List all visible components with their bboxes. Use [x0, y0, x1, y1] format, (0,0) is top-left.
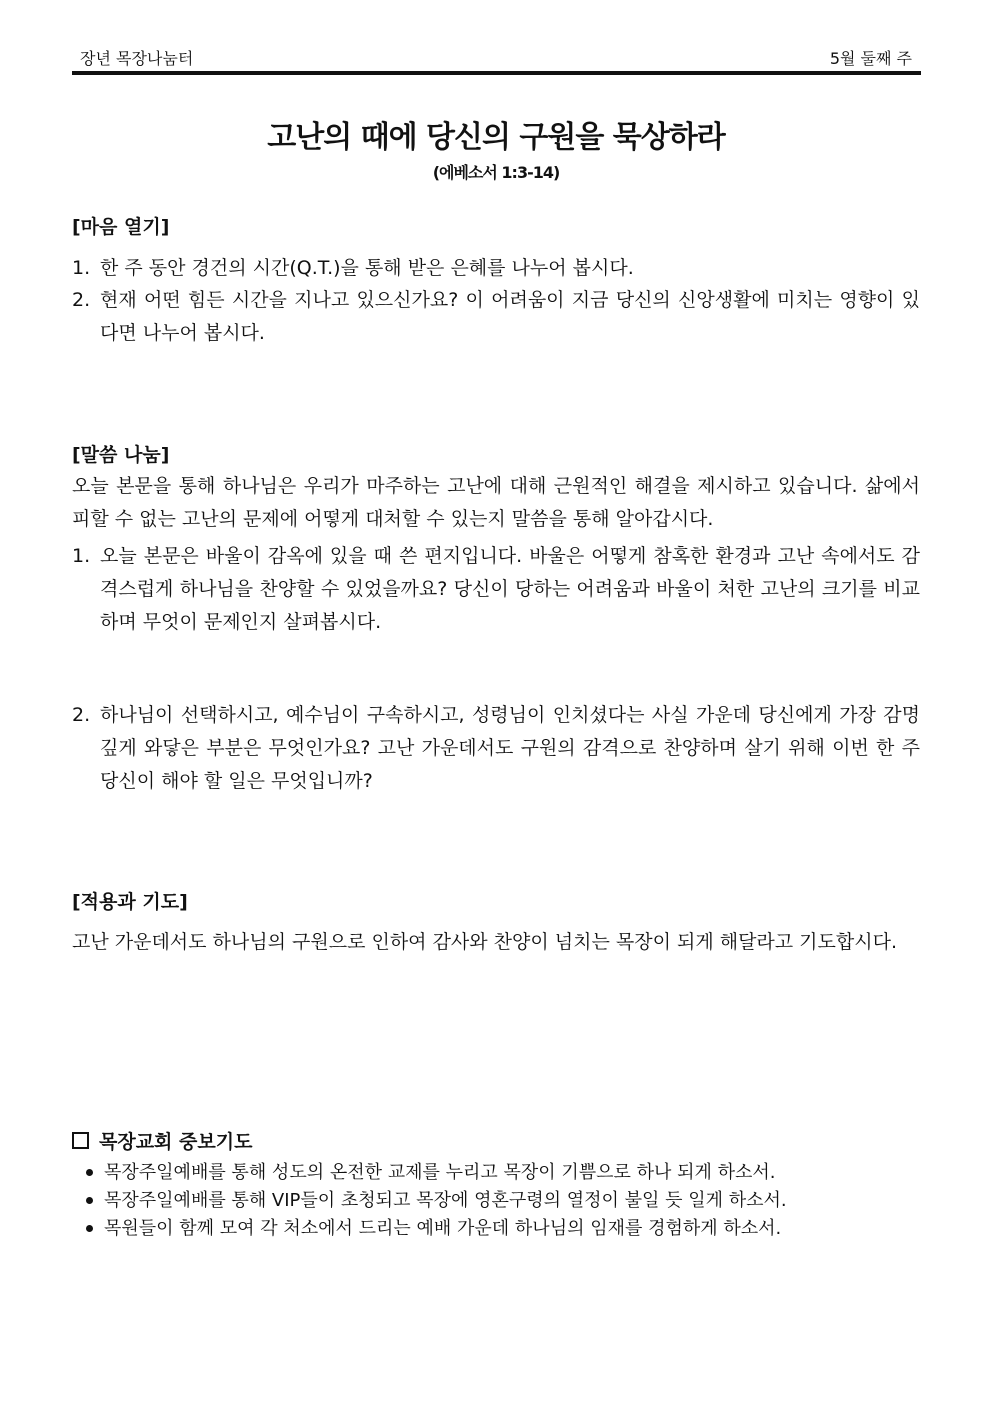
section-intro: 오늘 본문을 통해 하나님은 우리가 마주하는 고난에 대해 근원적인 해결을 제시하고 있습니다. 삶에서 피할 수 없는 고난의 문제에 어떻게 대처할 수 있는지 말씀을 통해 알아갑시다.	[72, 475, 920, 530]
section-heading-word: [말씀 나눔]	[72, 444, 170, 466]
list-item	[84, 1215, 920, 1243]
item-text: 한 주 동안 경건의 시간(Q.T.)을 통해 받은 은혜를 나누어 봅시다.	[100, 257, 634, 279]
intercession-heading	[72, 1127, 252, 1154]
item-number: 2.	[72, 704, 91, 726]
list-item	[72, 699, 920, 798]
bullet-text: 목장주일예배를 통해 성도의 온전한 교제를 누리고 목장이 기쁨으로 하나 되게 하소서.	[104, 1162, 776, 1183]
bullet-icon	[86, 1225, 93, 1232]
header-week: 5월 둘째 주	[829, 49, 912, 68]
bullet-icon	[86, 1169, 93, 1176]
list-item	[72, 540, 920, 639]
bullet-text: 목원들이 함께 모여 각 처소에서 드리는 예배 가운데 하나님의 임재를 경험하게 하소서.	[104, 1218, 782, 1239]
header-rule	[72, 71, 921, 75]
item-number: 2.	[72, 289, 91, 311]
item-text: 하나님이 선택하시고, 예수님이 구속하시고, 성령님이 인치셨다는 사실 가운데 당신에게 가장 감명 깊게 와닿은 부분은 무엇인가요? 고난 가운데서도 구원의 감격으로 찬양하며 살기 위해 이번 한 주 당신이 해야 할 일은 무엇입니까?	[100, 704, 920, 792]
bullet-icon	[86, 1197, 93, 1204]
list-item	[84, 1187, 920, 1215]
section-heading-prayer: [적용과 기도]	[72, 891, 188, 913]
scripture-reference: (에베소서 1:3-14)	[432, 163, 560, 182]
page-title: 고난의 때에 당신의 구원을 묵상하라	[267, 120, 725, 155]
item-number: 1.	[72, 257, 91, 279]
intercession-list	[84, 1159, 920, 1243]
list-item	[72, 284, 920, 350]
intercession-heading-text: 목장교회 중보기도	[99, 1131, 253, 1153]
page-header	[72, 42, 920, 70]
bullet-text: 목장주일예배를 통해 VIP들이 초청되고 목장에 영혼구령의 열정이 불일 듯 일게 하소서.	[104, 1190, 787, 1211]
checkbox-square-icon	[72, 1132, 89, 1149]
item-text: 오늘 본문은 바울이 감옥에 있을 때 쓴 편지입니다. 바울은 어떻게 참혹한 환경과 고난 속에서도 감격스럽게 하나님을 찬양할 수 있었을까요? 당신이 당하는 어려움과 바울이 처한 고난의 크기를 비교하며 무엇이 문제인지 살펴봅시다.	[100, 545, 920, 633]
list-item	[72, 252, 920, 285]
section-heading-open: [마음 열기]	[72, 216, 170, 238]
prayer-text: 고난 가운데서도 하나님의 구원으로 인하여 감사와 찬양이 넘치는 목장이 되게 해달라고 기도합시다.	[72, 931, 897, 953]
header-group-name: 장년 목장나눔터	[80, 49, 194, 68]
list-item	[84, 1159, 920, 1187]
item-number: 1.	[72, 545, 91, 567]
item-text: 현재 어떤 힘든 시간을 지나고 있으신가요? 이 어려움이 지금 당신의 신앙생활에 미치는 영향이 있다면 나누어 봅시다.	[100, 289, 920, 344]
